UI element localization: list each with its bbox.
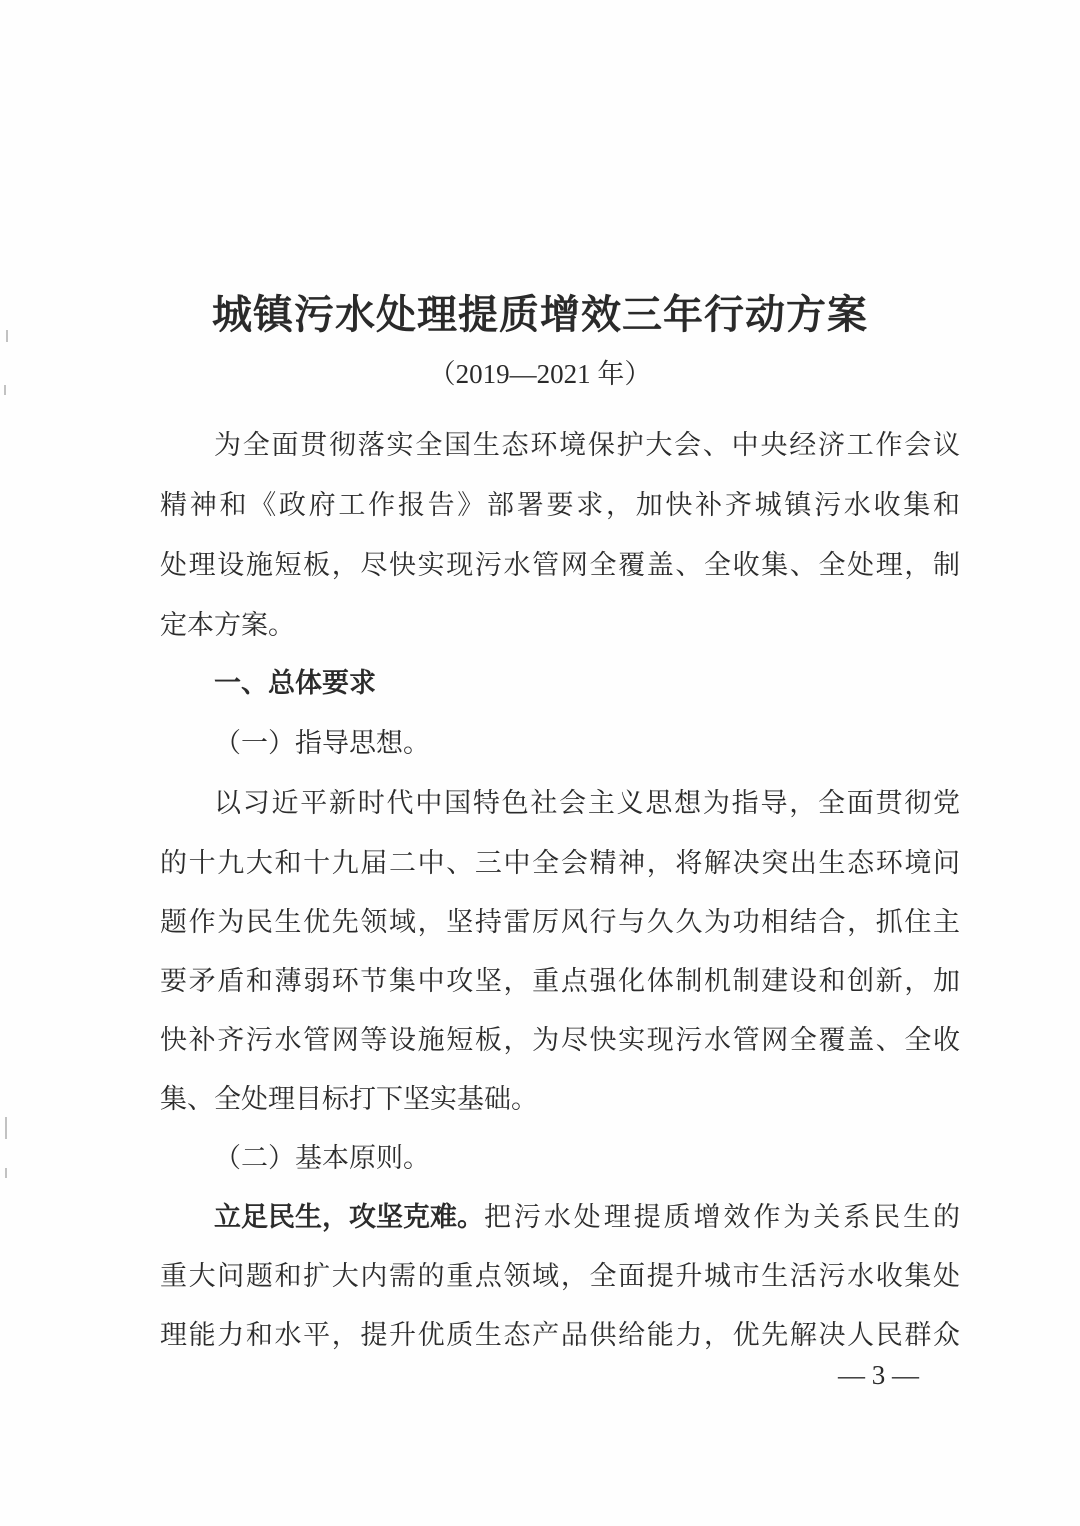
scan-margin-mark (5, 1168, 7, 1178)
document-subtitle: （2019—2021 年） (428, 359, 652, 389)
scan-margin-mark (5, 1117, 7, 1139)
principle-text: 把污水处理提质增效作为关系民生的 (484, 1202, 960, 1233)
subsection-heading: （二）基本原则。 (214, 1143, 430, 1174)
intro-paragraph-line: 为全面贯彻落实全国生态环境保护大会、中央经济工作会议 (214, 430, 960, 461)
intro-paragraph-line: 定本方案。 (160, 610, 295, 641)
basic-principles-line: 理能力和水平，提升优质生态产品供给能力，优先解决人民群众 (160, 1320, 960, 1351)
guiding-ideology-line: 题作为民生优先领域，坚持雷厉风行与久久为功相结合，抓住主 (160, 907, 960, 938)
guiding-ideology-line: 集、全处理目标打下坚实基础。 (160, 1084, 538, 1115)
page-number: — 3 — (838, 1360, 919, 1390)
guiding-ideology-line: 的十九大和十九届二中、三中全会精神，将解决突出生态环境问 (160, 848, 960, 879)
intro-paragraph-line: 精神和《政府工作报告》部署要求，加快补齐城镇污水收集和 (160, 490, 960, 521)
guiding-ideology-line: 要矛盾和薄弱环节集中攻坚，重点强化体制机制建设和创新，加 (160, 966, 960, 997)
guiding-ideology-line: 快补齐污水管网等设施短板，为尽快实现污水管网全覆盖、全收 (160, 1025, 960, 1056)
principle-lead: 立足民生，攻坚克难。 (214, 1202, 484, 1233)
basic-principles-line: 重大问题和扩大内需的重点领域，全面提升城市生活污水收集处 (160, 1261, 960, 1292)
subsection-heading: （一）指导思想。 (214, 728, 430, 759)
document-title: 城镇污水处理提质增效三年行动方案 (212, 291, 868, 338)
basic-principles-first-line (214, 1198, 960, 1238)
intro-paragraph-line: 处理设施短板，尽快实现污水管网全覆盖、全收集、全处理，制 (160, 550, 960, 581)
guiding-ideology-line: 以习近平新时代中国特色社会主义思想为指导，全面贯彻党 (214, 788, 960, 819)
section-heading: 一、总体要求 (214, 668, 376, 699)
